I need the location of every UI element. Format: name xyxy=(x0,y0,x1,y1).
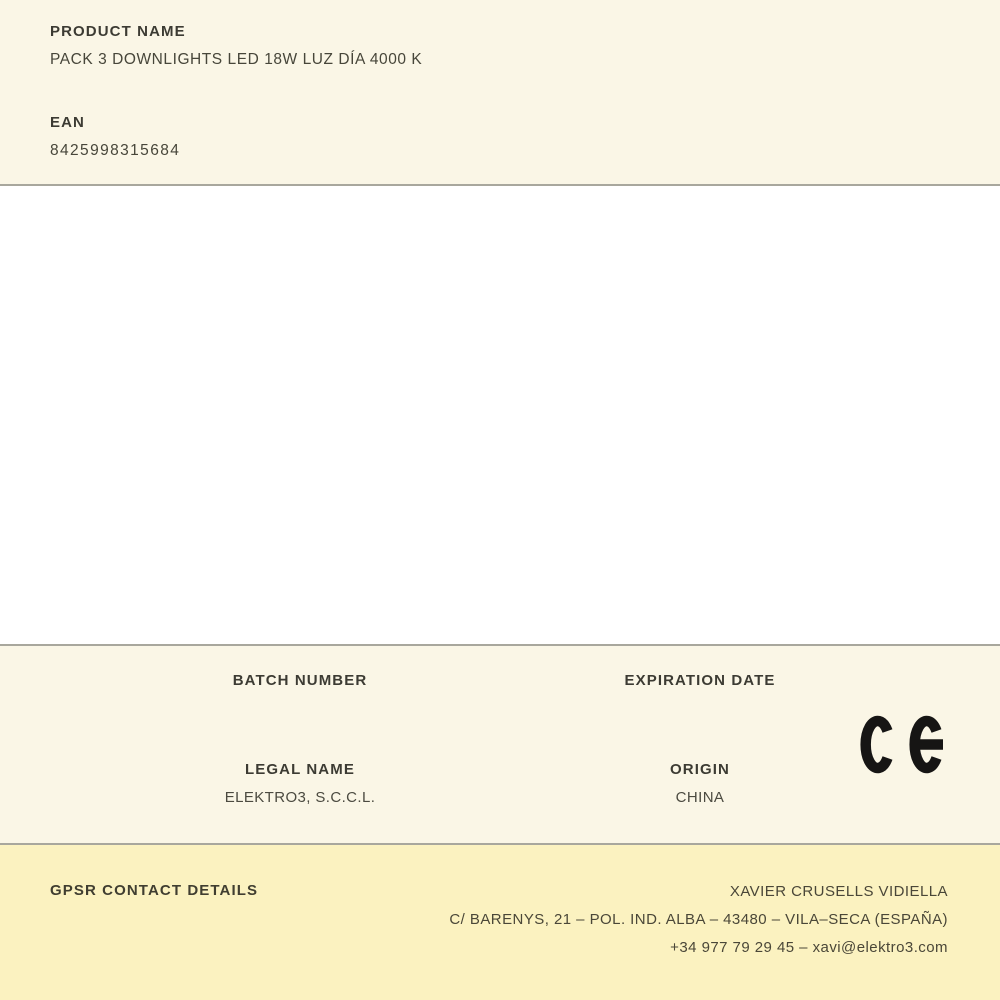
product-name-label: PRODUCT NAME xyxy=(50,23,186,40)
gpsr-contact-name: XAVIER CRUSELLS VIDIELLA xyxy=(729,883,948,900)
product-header-section xyxy=(0,0,1000,186)
gpsr-contact-phone-email: +34 977 79 29 45 – xavi@elektro3.com xyxy=(670,939,948,956)
ce-mark-icon xyxy=(860,713,944,776)
expiration-date-label: EXPIRATION DATE xyxy=(624,672,776,689)
gpsr-contact-label: GPSR CONTACT DETAILS xyxy=(50,882,259,899)
ean-value: 8425998315684 xyxy=(50,142,181,159)
origin-value: CHINA xyxy=(675,789,725,806)
legal-name-label: LEGAL NAME xyxy=(245,761,355,778)
ean-label: EAN xyxy=(50,114,85,131)
blank-area xyxy=(0,186,1000,644)
gpsr-contact-section xyxy=(0,843,1000,1000)
origin-label: ORIGIN xyxy=(670,761,730,778)
product-name-value: PACK 3 DOWNLIGHTS LED 18W LUZ DÍA 4000 K xyxy=(50,51,423,68)
legal-name-value: ELEKTRO3, S.C.C.L. xyxy=(224,789,376,806)
batch-number-label: BATCH NUMBER xyxy=(232,672,368,689)
gpsr-contact-block xyxy=(449,878,948,962)
compliance-info-section xyxy=(0,644,1000,843)
gpsr-contact-address: C/ BARENYS, 21 – POL. IND. ALBA – 43480 – VILA–SECA (ESPAÑA) xyxy=(449,911,948,928)
